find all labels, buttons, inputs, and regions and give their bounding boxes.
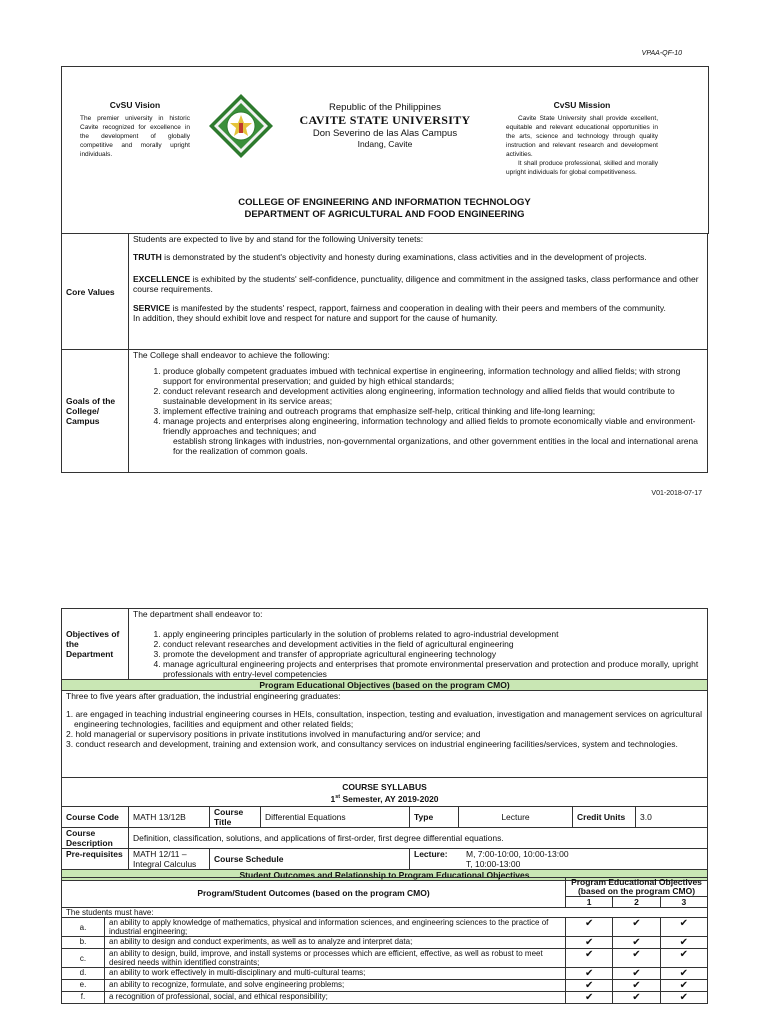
peo-col-2: 2 [613,897,660,908]
course-title: Differential Equations [261,806,410,827]
syllabus-title: COURSE SYLLABUS [342,782,427,792]
outcome-letter: d. [62,968,105,980]
objectives-row [62,609,708,680]
core-values-row [62,234,708,350]
core-values-intro: Students are expected to live by and stand for the following University tenets: [133,234,424,244]
syllabus-title-cell [62,778,708,807]
course-info-row [62,806,708,827]
outcome-row [62,968,708,980]
goals-content [129,350,708,473]
peo-item: 2. hold managerial or supervisory positions in private institutions involved in manufacturing and/or service; and [66,729,481,739]
objective-item: 3. promote the development and transfer of appropriate agricultural engineering technology [163,649,703,659]
course-description-label: Course Description [62,827,129,848]
course-description-row [62,827,708,848]
goals-row [62,350,708,473]
check-icon: ✔ [660,992,707,1004]
check-icon: ✔ [613,937,660,949]
objectives-label: Objectives of the Department [62,609,129,680]
check-icon: ✔ [613,980,660,992]
core-values-addition: In addition, they should exhibit love and respect for nature and support for the cause of humanity. [133,313,498,323]
college-heading [61,197,708,221]
peo-content [62,691,708,778]
goal-item: 1. produce globally competent graduates imbued with technical expertise in engineering, information technology and allied fields; with strong support for environmental preservation; and guided by high ethical standards; [163,366,703,386]
outcome-row [62,980,708,992]
outcome-text: an ability to recognize, formulate, and solve engineering problems; [105,980,566,992]
mission-text-2: It shall produce professional, skilled and morally upright individuals for global competitiveness. [506,160,658,176]
prerequisites-row [62,848,708,869]
vision-text: The premier university in historic Cavite recognized for excellence in the development of globally competitive and morally upright individuals. [80,115,190,158]
outcome-text: an ability to design and conduct experiments, as well as to analyze and interpret data; [105,937,566,949]
type-label: Type [410,806,459,827]
prerequisites: MATH 12/11 – Integral Calculus [129,848,210,869]
check-icon: ✔ [566,992,613,1004]
check-icon: ✔ [660,980,707,992]
service-line: SERVICE is manifested by the students' respect, rapport, fairness and cooperation in dealing with their peers and members of the community. [133,303,666,313]
campus-line: Don Severino de las Alas Campus [312,128,458,139]
goals-label: Goals of the College/ Campus [62,350,129,473]
outcome-letter: a. [62,918,105,937]
outcomes-intro-row [62,908,708,918]
version-code: V01-2018-07-17 [651,490,702,497]
objectives-list [133,629,703,679]
goals-list [133,366,703,436]
course-type: Lecture [459,806,573,827]
mission-title: CvSU Mission [553,100,611,110]
core-values-content [129,234,708,350]
goal-item: 2. conduct relevant research and development activities along engineering, information technology and allied fields that would contribute to sustainable development in its service areas; [163,386,703,406]
peo-intro: Three to five years after graduation, the industrial engineering graduates: [66,691,341,701]
objective-item: 1. apply engineering principles particularly in the solution of problems related to agro-industrial development [163,629,703,639]
check-icon: ✔ [566,937,613,949]
prerequisites-label: Pre-requisites [62,848,129,869]
check-icon: ✔ [613,918,660,937]
vision-title: CvSU Vision [109,100,161,110]
outcomes-header: Student Outcomes and Relationship to Program Educational Objectives [62,869,708,880]
cvsu-seal-logo [208,93,274,159]
course-code-label: Course Code [62,806,129,827]
excellence-line: EXCELLENCE is exhibited by the students' self-confidence, punctuality, diligence and commitment in the assigned tasks, class performance and other course requirements. [133,274,699,294]
outcome-text: an ability to apply knowledge of mathematics, physical and information sciences, and engineering sciences to the practice of industrial engineering; [105,918,566,937]
outcome-letter: c. [62,949,105,968]
goals-intro: The College shall endeavor to achieve the following: [133,350,330,360]
check-icon: ✔ [566,949,613,968]
location-line: Indang, Cavite [357,139,413,149]
syllabus-table [61,608,708,881]
peo-col-1: 1 [566,897,613,908]
outcome-letter: b. [62,937,105,949]
page-gap [0,522,768,582]
objectives-intro: The department shall endeavor to: [133,609,263,619]
goal-item: 4. manage projects and enterprises along engineering, information technology and allied fields to promote economically viable and environment-friendly approaches and techniques; and [163,416,703,436]
outcome-letter: f. [62,992,105,1004]
course-title-label: Course Title [210,806,261,827]
page-2 [0,582,768,1024]
check-icon: ✔ [660,918,707,937]
core-values-label: Core Values [62,234,129,350]
mission-text-1: Cavite State University shall provide excellent, equitable and relevant educational opportunities in the arts, science and technology through quality instruction and relevant research and development activities. [506,115,658,158]
check-icon: ✔ [566,968,613,980]
check-icon: ✔ [613,992,660,1004]
goal-item: 3. implement effective training and outreach programs that emphasize self-help, critical thinking and life-long learning; [163,406,703,416]
peo-col-3: 3 [660,897,707,908]
peo-header-row [62,680,708,691]
objectives-content [129,609,708,680]
course-code: MATH 13/12B [129,806,210,827]
check-icon: ✔ [613,968,660,980]
course-schedule: Lecture: M, 7:00-10:00, 10:00-13:00 T, 10:00-13:00 [410,848,708,869]
outcomes-table [61,877,708,1004]
mission-block [506,100,658,177]
semester-line: 1st Semester, AY 2019-2020 [330,793,439,804]
syllabus-title-row [62,778,708,807]
outcome-text: an ability to work effectively in multi-disciplinary and multi-cultural teams; [105,968,566,980]
peo-header: Program Educational Objectives (based on the program CMO) [62,680,708,691]
peo-content-row [62,691,708,778]
check-icon: ✔ [613,949,660,968]
outcome-row [62,918,708,937]
college-name: COLLEGE OF ENGINEERING AND INFORMATION TECHNOLOGY [238,197,531,208]
outcome-text: an ability to design, build, improve, and install systems or processes which are efficient, effective, as well as robust to meet desired needs within identified constraints; [105,949,566,968]
course-schedule-label: Course Schedule [210,848,410,869]
vision-block [80,100,190,159]
check-icon: ✔ [660,937,707,949]
department-name: DEPARTMENT OF AGRICULTURAL AND FOOD ENGINEERING [244,209,525,220]
goals-extra: establish strong linkages with industries, non-governmental organizations, and other government entities in the local and international arena for the realization of common goals. [173,436,698,456]
credit-units: 3.0 [636,806,708,827]
credit-units-label: Credit Units [573,806,636,827]
truth-line: TRUTH is demonstrated by the student's objectivity and honesty during examinations, class activities and in the development of projects. [133,252,647,262]
outcome-row [62,937,708,949]
peo-item: 1. are engaged in teaching industrial engineering courses in HEIs, consultation, inspection, testing and evaluation, investigation and management services on agricultural engineering technologies, facilities and equipment and other related fields; [66,709,703,729]
check-icon: ✔ [566,918,613,937]
objective-item: 4. manage agricultural engineering projects and enterprises that promote environmental preservation and protection and produce morally, upright professionals with entry-level competencies [163,659,703,679]
university-name: CAVITE STATE UNIVERSITY [299,113,471,127]
outcomes-intro: The students must have: [62,908,708,918]
objective-item: 2. conduct relevant researches and development activities in the field of agricultural engineering [163,639,703,649]
republic-line: Republic of the Philippines [329,102,441,113]
form-code: VPAA-QF-10 [641,50,682,57]
values-goals-table [61,233,708,473]
outcome-row [62,992,708,1004]
outcomes-column-label: Program/Student Outcomes (based on the program CMO) [62,878,566,908]
check-icon: ✔ [660,968,707,980]
university-heading [285,102,485,149]
outcome-row [62,949,708,968]
check-icon: ✔ [660,949,707,968]
check-icon: ✔ [566,980,613,992]
outcomes-col-header-row [62,878,708,897]
course-description: Definition, classification, solutions, and applications of first-order, first degree differential equations. [129,827,708,848]
peo-column-label: Program Educational Objectives (based on the program CMO) [566,878,708,897]
outcome-text: a recognition of professional, social, and ethical responsibility; [105,992,566,1004]
outcome-letter: e. [62,980,105,992]
peo-item: 3. conduct research and development, training and extension work, and consultancy services on industrial engineering facilities/services, system and technologies. [66,739,678,749]
